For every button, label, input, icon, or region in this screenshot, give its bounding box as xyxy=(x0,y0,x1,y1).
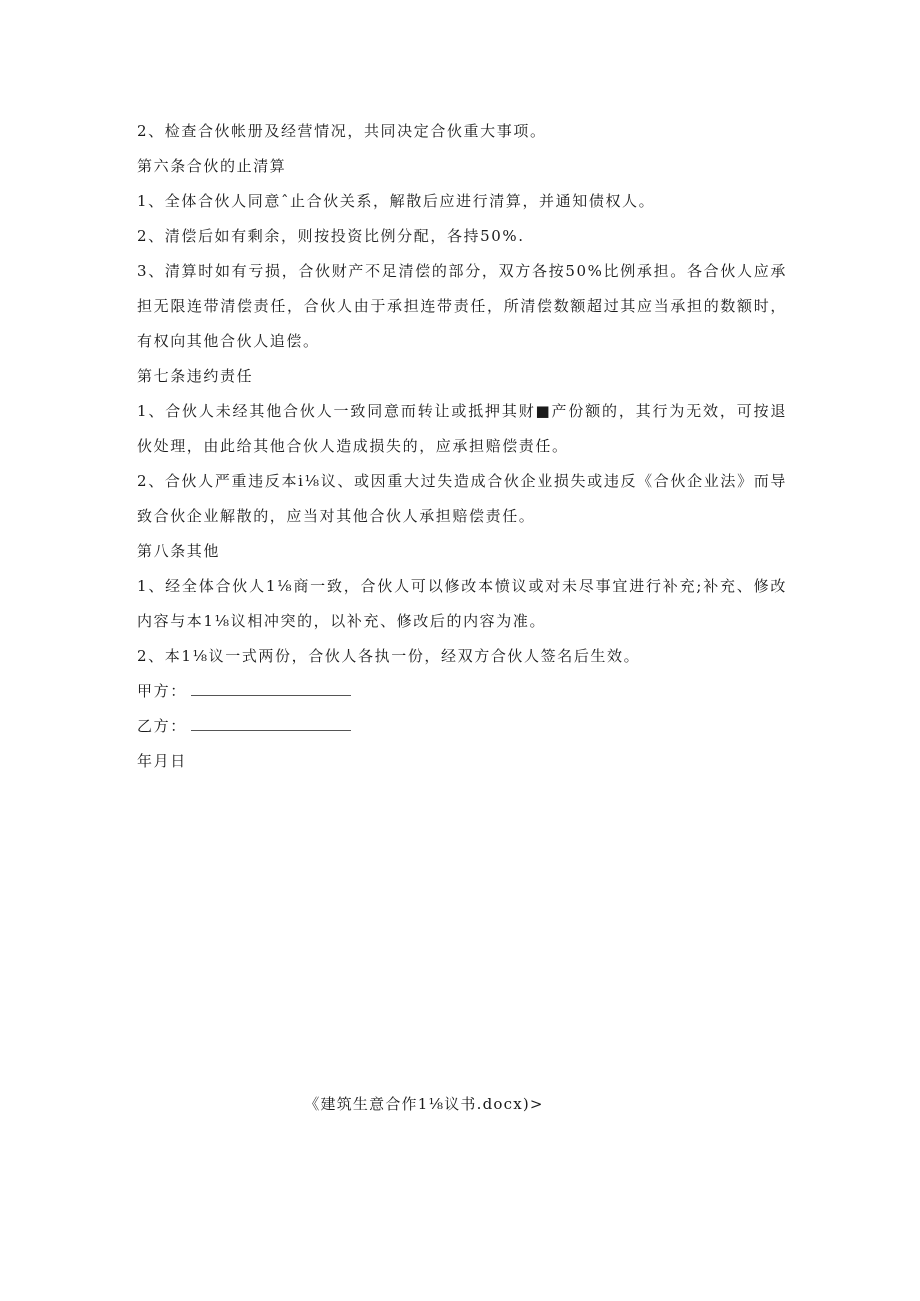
clause-line: 1、全体合伙人同意ˆ止合伙关系，解散后应进行清算，并通知债权人。 xyxy=(137,192,656,210)
clause-paragraph: 3、清算时如有亏损，合伙财产不足清偿的部分，双方各按50%比例承担。各合伙人应承担无限连带清偿责任，合伙人由于承担连带责任，所清偿数额超过其应当承担的数额时，有权向其他合伙人追偿。 xyxy=(137,262,787,350)
clause-line: 2、本1⅛议一式两份，合伙人各执一份，经双方合伙人签名后生效。 xyxy=(137,647,641,665)
party-b-signature-line xyxy=(191,716,351,731)
party-b-signature xyxy=(137,709,787,744)
party-a-label: 甲方： xyxy=(137,682,187,700)
party-a-signature xyxy=(137,674,787,709)
document-footer xyxy=(0,1093,920,1114)
article-heading: 第六条合伙的止清算 xyxy=(137,157,287,175)
article-heading: 第八条其他 xyxy=(137,542,221,560)
clause-line: 2、清偿后如有剩余，则按投资比例分配，各持50%. xyxy=(137,227,525,245)
article-heading: 第七条违约责任 xyxy=(137,367,254,385)
clause-paragraph: 1、经全体合伙人1⅛商一致，合伙人可以修改本愤议或对未尽事宜进行补充;补充、修改内容与本1⅛议相冲突的，以补充、修改后的内容为准。 xyxy=(137,577,787,630)
clause-paragraph: 1、合伙人未经其他合伙人一致同意而转让或抵押其财■产份额的，其行为无效，可按退伙处理，由此给其他合伙人造成损失的，应承担赔偿责任。 xyxy=(137,402,787,455)
document-body xyxy=(137,114,787,779)
party-b-label: 乙方： xyxy=(137,717,187,735)
footer-filename: 《建筑生意合作1⅛议书.docx)> xyxy=(304,1095,544,1113)
clause-paragraph: 2、合伙人严重违反本i⅛议、或因重大过失造成合伙企业损失或违反《合伙企业法》而导致合伙企业解散的，应当对其他合伙人承担赔偿责任。 xyxy=(137,472,787,525)
date-line: 年月日 xyxy=(137,752,187,770)
party-a-signature-line xyxy=(191,681,351,696)
clause-line: 2、检查合伙帐册及经营情况，共同决定合伙重大事项。 xyxy=(137,122,547,140)
